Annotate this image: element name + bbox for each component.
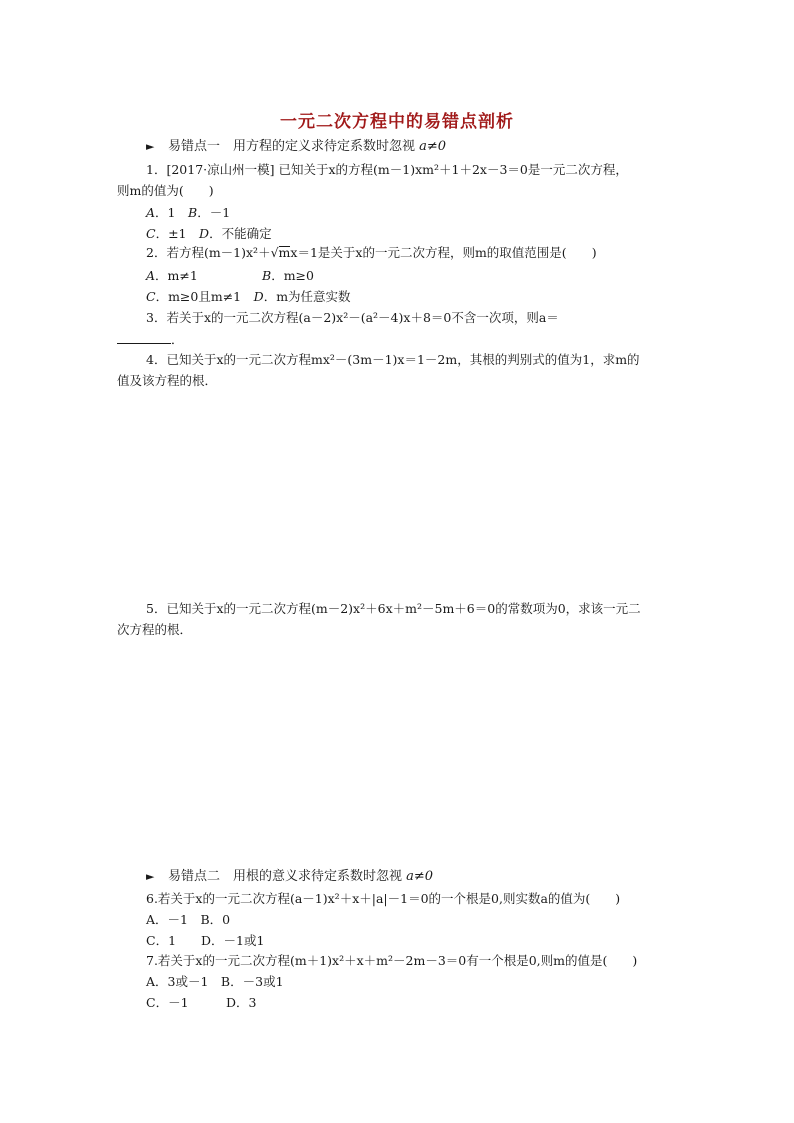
question-6-options-cd: C．1 D．－1或1 (146, 933, 265, 948)
option-d-label: D (253, 289, 264, 304)
question-5-line-1: 5．已知关于x的一元二次方程(m－2)x²＋6x＋m²－5m＋6＝0的常数项为0，求该一元二 (146, 601, 641, 616)
option-c-text: ．m≥0且m≠1 (155, 289, 242, 304)
question-2-option-b (262, 268, 314, 284)
question-3-line-1: 3．若关于x的一元二次方程(a－2)x²－(a²－4)x＋8＝0不含一次项，则a＝ (146, 310, 559, 325)
option-b-text: ．－1 (197, 205, 231, 220)
option-a-text: ．m≠1 (155, 268, 198, 283)
section-heading-1-condition: a≠0 (419, 139, 447, 154)
question-2-options-cd (146, 289, 351, 305)
arrow-icon: ► (146, 140, 155, 153)
question-1-options-cd (146, 226, 272, 242)
sqrt-radicand: m (278, 245, 291, 260)
option-d-label: D (199, 226, 210, 241)
option-b-text: ．m≥0 (271, 268, 314, 283)
question-5-line-2: 次方程的根． (117, 622, 193, 637)
option-d-text: ．不能确定 (209, 226, 272, 241)
question-4-line-1: 4．已知关于x的一元二次方程mx²－(3m－1)x＝1－2m，其根的判别式的值为1，求m的 (146, 352, 640, 367)
section-heading-2-text: 易错点二 用根的意义求待定系数时忽视 (168, 869, 403, 884)
section-heading-1 (146, 139, 446, 155)
question-3-end: ． (171, 332, 184, 347)
option-c-label: C (146, 289, 156, 304)
option-a-text: ．1 (155, 205, 176, 220)
question-6-line-1: 6.若关于x的一元二次方程(a－1)x²＋x＋|a|－1＝0的一个根是0,则实数a的值为( ) (146, 891, 621, 906)
question-1-line-1: 1．[2017·凉山州一模] 已知关于x的方程(m－1)xm²＋1＋2x－3＝0是一元二次方程， (146, 162, 628, 177)
question-7-line-1: 7.若关于x的一元二次方程(m＋1)x²＋x＋m²－2m－3＝0有一个根是0,则m的值是( ) (146, 953, 638, 968)
section-heading-2-condition: a≠0 (406, 869, 434, 884)
option-b-label: B (188, 205, 198, 220)
question-6-options-ab: A．－1 B．0 (146, 912, 231, 927)
question-2-line-1: 2．若方程(m－1)x²＋√mx＝1是关于x的一元二次方程，则m的取值范围是( ) (146, 245, 597, 260)
question-7-options-ab: A．3或－1 B．－3或1 (146, 974, 284, 989)
option-c-text: ．±1 (155, 226, 187, 241)
question-1-options-ab (146, 205, 230, 221)
question-4-line-2: 值及该方程的根． (117, 373, 218, 388)
page-title: 一元二次方程中的易错点剖析 (280, 112, 514, 132)
option-b-label: B (262, 268, 272, 283)
question-2-part-2: x＝1是关于x的一元二次方程，则m的取值范围是( ) (290, 245, 597, 260)
option-d-text: ．m为任意实数 (263, 289, 351, 304)
answer-blank (117, 331, 171, 344)
option-a-label: A (146, 268, 156, 283)
question-7-options-cd: C．－1 D．3 (146, 995, 257, 1010)
section-heading-1-text: 易错点一 用方程的定义求待定系数时忽视 (168, 139, 416, 154)
option-c-label: C (146, 226, 156, 241)
arrow-icon: ► (146, 870, 155, 883)
question-1-line-2: 则m的值为( ) (117, 183, 214, 198)
section-heading-2 (146, 869, 433, 885)
question-3-line-2 (117, 331, 184, 348)
option-a-label: A (146, 205, 156, 220)
question-2-part-1: 2．若方程(m－1)x²＋ (146, 245, 271, 260)
question-2-options-ab (146, 268, 198, 284)
